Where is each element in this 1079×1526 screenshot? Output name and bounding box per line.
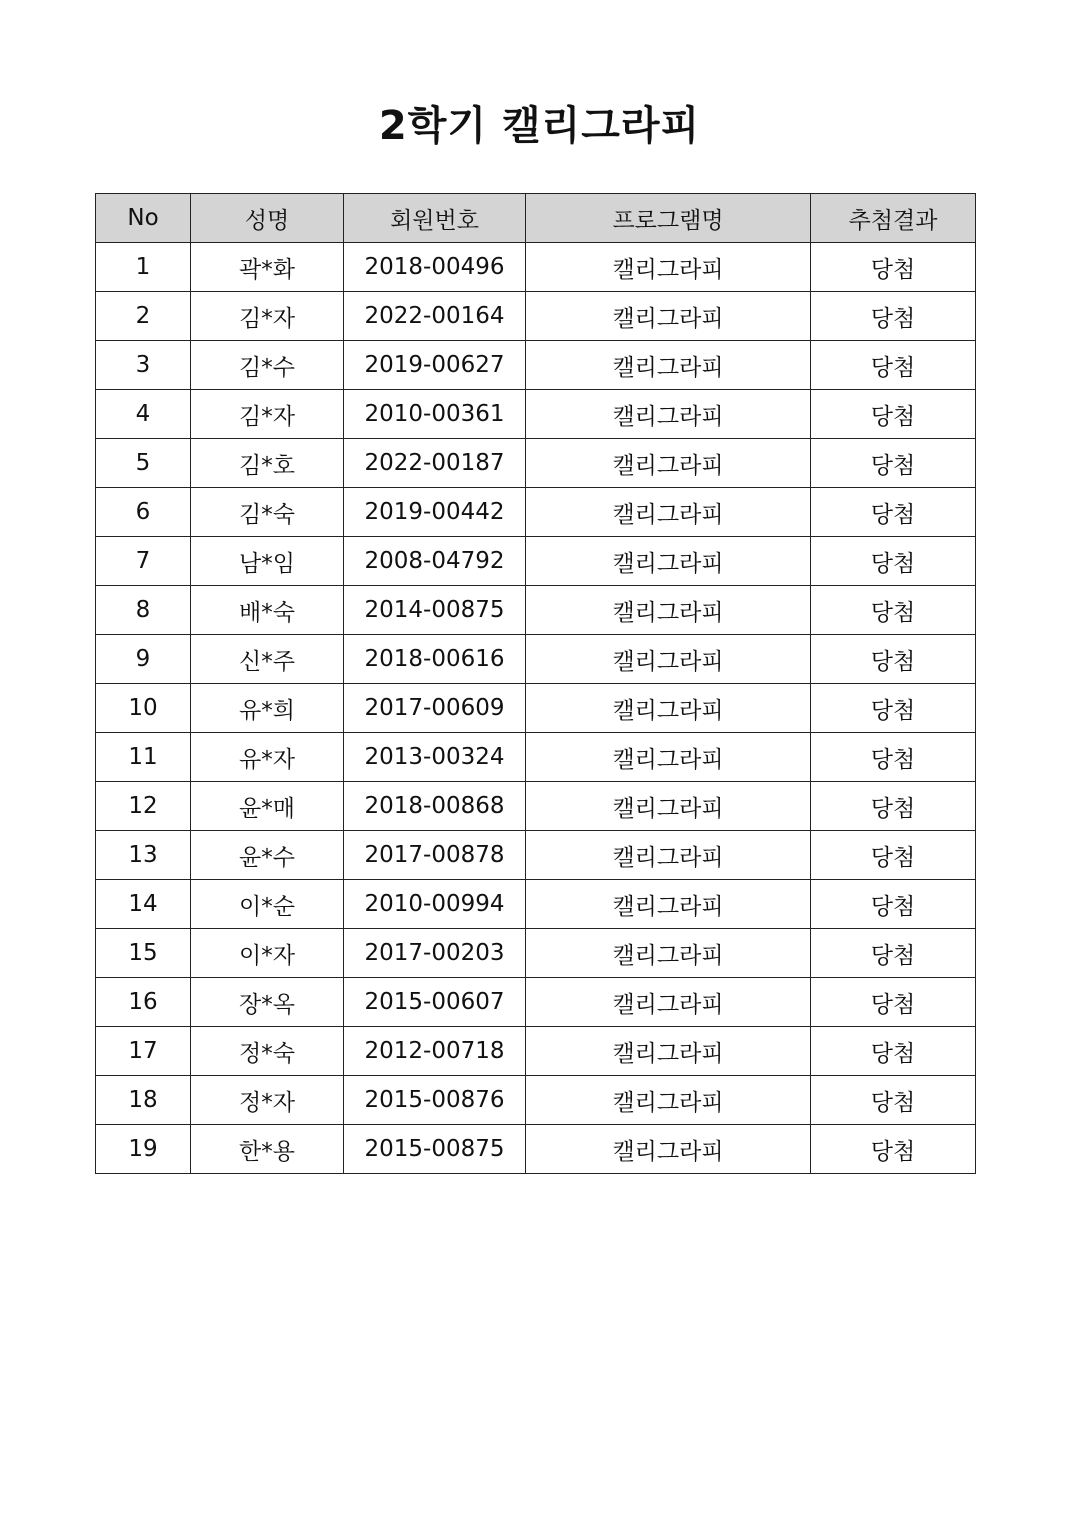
- cell-no: 14: [96, 880, 191, 929]
- cell-member-id: 2013-00324: [344, 733, 526, 782]
- cell-no: 11: [96, 733, 191, 782]
- table-row: [96, 978, 976, 1027]
- cell-program: 캘리그라피: [526, 341, 811, 390]
- cell-no: 19: [96, 1125, 191, 1174]
- cell-name: 이*순: [191, 880, 344, 929]
- cell-member-id: 2018-00616: [344, 635, 526, 684]
- lottery-result-table: [95, 193, 976, 1174]
- cell-result: 당첨: [811, 831, 976, 880]
- cell-member-id: 2010-00994: [344, 880, 526, 929]
- table-row: [96, 586, 976, 635]
- cell-name: 김*자: [191, 390, 344, 439]
- cell-result: 당첨: [811, 243, 976, 292]
- cell-member-id: 2008-04792: [344, 537, 526, 586]
- cell-no: 9: [96, 635, 191, 684]
- cell-result: 당첨: [811, 537, 976, 586]
- cell-program: 캘리그라피: [526, 733, 811, 782]
- cell-no: 17: [96, 1027, 191, 1076]
- table-row: [96, 439, 976, 488]
- column-header-program: 프로그램명: [526, 194, 811, 243]
- cell-member-id: 2019-00627: [344, 341, 526, 390]
- column-header-result: 추첨결과: [811, 194, 976, 243]
- cell-program: 캘리그라피: [526, 243, 811, 292]
- cell-member-id: 2015-00875: [344, 1125, 526, 1174]
- cell-name: 김*자: [191, 292, 344, 341]
- cell-no: 2: [96, 292, 191, 341]
- cell-program: 캘리그라피: [526, 978, 811, 1027]
- cell-name: 윤*매: [191, 782, 344, 831]
- column-header-name: 성명: [191, 194, 344, 243]
- cell-result: 당첨: [811, 978, 976, 1027]
- cell-no: 15: [96, 929, 191, 978]
- cell-program: 캘리그라피: [526, 439, 811, 488]
- table-row: [96, 929, 976, 978]
- cell-no: 10: [96, 684, 191, 733]
- cell-name: 신*주: [191, 635, 344, 684]
- cell-name: 정*자: [191, 1076, 344, 1125]
- table-row: [96, 1125, 976, 1174]
- cell-program: 캘리그라피: [526, 586, 811, 635]
- cell-program: 캘리그라피: [526, 635, 811, 684]
- cell-program: 캘리그라피: [526, 880, 811, 929]
- table-row: [96, 831, 976, 880]
- column-header-no: No: [96, 194, 191, 243]
- cell-member-id: 2018-00868: [344, 782, 526, 831]
- cell-program: 캘리그라피: [526, 1076, 811, 1125]
- cell-name: 정*숙: [191, 1027, 344, 1076]
- cell-member-id: 2012-00718: [344, 1027, 526, 1076]
- cell-program: 캘리그라피: [526, 782, 811, 831]
- cell-result: 당첨: [811, 782, 976, 831]
- cell-member-id: 2015-00876: [344, 1076, 526, 1125]
- cell-name: 김*호: [191, 439, 344, 488]
- cell-program: 캘리그라피: [526, 488, 811, 537]
- cell-result: 당첨: [811, 586, 976, 635]
- table-row: [96, 341, 976, 390]
- cell-name: 장*옥: [191, 978, 344, 1027]
- cell-result: 당첨: [811, 1125, 976, 1174]
- cell-program: 캘리그라피: [526, 292, 811, 341]
- cell-name: 유*희: [191, 684, 344, 733]
- cell-no: 3: [96, 341, 191, 390]
- table-row: [96, 390, 976, 439]
- cell-result: 당첨: [811, 929, 976, 978]
- cell-program: 캘리그라피: [526, 1027, 811, 1076]
- cell-no: 5: [96, 439, 191, 488]
- cell-name: 윤*수: [191, 831, 344, 880]
- cell-no: 1: [96, 243, 191, 292]
- cell-member-id: 2014-00875: [344, 586, 526, 635]
- cell-no: 12: [96, 782, 191, 831]
- table-row: [96, 733, 976, 782]
- cell-result: 당첨: [811, 684, 976, 733]
- cell-name: 김*숙: [191, 488, 344, 537]
- cell-program: 캘리그라피: [526, 684, 811, 733]
- cell-result: 당첨: [811, 439, 976, 488]
- cell-result: 당첨: [811, 341, 976, 390]
- cell-member-id: 2018-00496: [344, 243, 526, 292]
- cell-result: 당첨: [811, 733, 976, 782]
- cell-name: 배*숙: [191, 586, 344, 635]
- cell-result: 당첨: [811, 1076, 976, 1125]
- table-body: [96, 243, 976, 1174]
- cell-program: 캘리그라피: [526, 1125, 811, 1174]
- table-row: [96, 635, 976, 684]
- cell-program: 캘리그라피: [526, 537, 811, 586]
- table-header-row: [96, 194, 976, 243]
- cell-member-id: 2019-00442: [344, 488, 526, 537]
- cell-name: 남*임: [191, 537, 344, 586]
- table-row: [96, 1027, 976, 1076]
- cell-program: 캘리그라피: [526, 390, 811, 439]
- table-row: [96, 292, 976, 341]
- cell-member-id: 2015-00607: [344, 978, 526, 1027]
- table-row: [96, 1076, 976, 1125]
- cell-no: 18: [96, 1076, 191, 1125]
- page-title: 2학기 캘리그라피: [378, 103, 701, 149]
- cell-result: 당첨: [811, 635, 976, 684]
- column-header-member-id: 회원번호: [344, 194, 526, 243]
- table-row: [96, 537, 976, 586]
- table-row: [96, 243, 976, 292]
- cell-name: 한*용: [191, 1125, 344, 1174]
- cell-result: 당첨: [811, 292, 976, 341]
- cell-program: 캘리그라피: [526, 929, 811, 978]
- cell-member-id: 2022-00187: [344, 439, 526, 488]
- cell-no: 6: [96, 488, 191, 537]
- cell-no: 4: [96, 390, 191, 439]
- cell-member-id: 2022-00164: [344, 292, 526, 341]
- table-row: [96, 880, 976, 929]
- table-row: [96, 488, 976, 537]
- cell-no: 13: [96, 831, 191, 880]
- cell-result: 당첨: [811, 488, 976, 537]
- cell-name: 김*수: [191, 341, 344, 390]
- cell-result: 당첨: [811, 880, 976, 929]
- cell-member-id: 2017-00609: [344, 684, 526, 733]
- cell-program: 캘리그라피: [526, 831, 811, 880]
- cell-result: 당첨: [811, 390, 976, 439]
- cell-no: 16: [96, 978, 191, 1027]
- cell-name: 유*자: [191, 733, 344, 782]
- cell-name: 곽*화: [191, 243, 344, 292]
- cell-no: 7: [96, 537, 191, 586]
- cell-name: 이*자: [191, 929, 344, 978]
- table-row: [96, 782, 976, 831]
- cell-member-id: 2010-00361: [344, 390, 526, 439]
- cell-member-id: 2017-00878: [344, 831, 526, 880]
- cell-member-id: 2017-00203: [344, 929, 526, 978]
- cell-no: 8: [96, 586, 191, 635]
- cell-result: 당첨: [811, 1027, 976, 1076]
- table-row: [96, 684, 976, 733]
